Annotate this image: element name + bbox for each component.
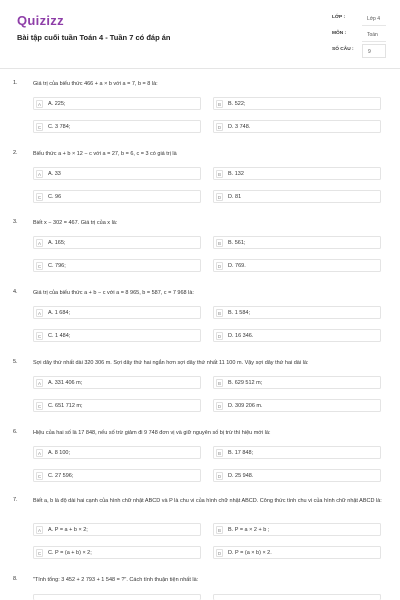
question-number: 4.	[13, 289, 18, 295]
option-c[interactable]	[33, 190, 201, 203]
option-letter-badge: C	[37, 195, 42, 200]
option-text: D. 25 948.	[228, 473, 254, 479]
option-letter-badge: A	[37, 311, 41, 316]
worksheet-header	[0, 0, 400, 66]
meta-value: 9	[362, 44, 386, 58]
question-text: "Tính tổng: 3 452 + 2 793 + 1 548 = ?". Cách tính thuận tiện nhất là:	[33, 577, 199, 583]
option-text: D. 81	[228, 194, 242, 200]
option-d[interactable]	[213, 399, 381, 412]
option-letter-badge: B	[217, 102, 221, 107]
meta-grade	[332, 12, 392, 28]
option-a[interactable]	[33, 446, 201, 459]
option-text: A. 33	[48, 171, 61, 177]
option-d[interactable]	[213, 469, 381, 482]
option-text: A. 165;	[48, 240, 66, 246]
option-text: B. 17 848;	[228, 450, 254, 456]
question-number: 2.	[13, 150, 18, 156]
meta-subject	[332, 28, 392, 44]
question-text: Biết x − 302 = 467. Giá trị của x là:	[33, 220, 118, 226]
option-a[interactable]	[33, 167, 201, 180]
option-d[interactable]	[213, 120, 381, 133]
question-text: Sợi dây thứ nhất dài 320 306 m. Sợi dây thứ hai ngắn hơn sợi dây thứ nhất 11 100 m. Vậy sợi dây thứ hai dài là:	[33, 360, 309, 366]
option-letter-badge: A	[37, 102, 41, 107]
question-number: 6.	[13, 429, 18, 435]
option-letter-badge: B	[217, 311, 221, 316]
option-d[interactable]	[213, 190, 381, 203]
option-text: B. 522;	[228, 101, 246, 107]
option-d[interactable]	[213, 259, 381, 272]
option-letter-badge: D	[217, 551, 222, 556]
option-text: C. 96	[48, 194, 62, 200]
option-b[interactable]	[213, 523, 381, 536]
header-divider	[0, 68, 400, 69]
option-b[interactable]	[213, 167, 381, 180]
meta-label: LỚP :	[332, 15, 346, 20]
option-a[interactable]	[33, 594, 201, 600]
meta-label: MÔN :	[332, 31, 347, 36]
page-title: Bài tập cuối tuần Toán 4 - Tuần 7 có đáp án	[17, 33, 171, 42]
question-number: 5.	[13, 359, 18, 365]
option-c[interactable]	[33, 399, 201, 412]
option-letter-badge: B	[217, 451, 221, 456]
option-text: C. 3 784;	[48, 124, 71, 130]
meta-question-count	[332, 44, 392, 60]
option-a[interactable]	[33, 236, 201, 249]
option-text: C. 1 484;	[48, 333, 71, 339]
question-number: 7.	[13, 497, 18, 503]
option-d[interactable]	[213, 329, 381, 342]
option-letter-badge: C	[37, 474, 42, 479]
option-b[interactable]	[213, 446, 381, 459]
option-letter-badge: C	[37, 125, 42, 130]
option-letter-badge: A	[37, 528, 41, 533]
option-letter-badge: C	[37, 404, 42, 409]
question-number: 8.	[13, 576, 18, 582]
question-text: Biết a, b là độ dài hai cạnh của hình chữ nhật ABCD và P là chu vi của hình chữ nhật ABCD. Công thức tính chu vi của hình chữ nhật ABCD là:	[33, 498, 382, 504]
option-text: A. 8 100;	[48, 450, 71, 456]
option-text: B. 629 512 m;	[228, 380, 263, 386]
meta-label: SỐ CÂU :	[332, 47, 354, 52]
option-text: D. 769.	[228, 263, 246, 269]
option-text: C. 651 712 m;	[48, 403, 83, 409]
question-text: Giá trị của biểu thức 466 + a × b với a = 7, b = 8 là:	[33, 81, 158, 87]
meta-value: Lớp 4	[362, 12, 386, 26]
option-c[interactable]	[33, 120, 201, 133]
option-text: A. 331 406 m;	[48, 380, 83, 386]
option-letter-badge: B	[217, 172, 221, 177]
quizizz-logo: Quizizz	[17, 13, 64, 28]
question-text: Giá trị của biểu thức a + b − c với a = 8 965, b = 587, c = 7 968 là:	[33, 290, 194, 296]
option-d[interactable]	[213, 546, 381, 559]
meta-value: Toán	[362, 28, 386, 42]
option-b[interactable]	[213, 97, 381, 110]
option-letter-badge: D	[217, 334, 222, 339]
option-letter-badge: A	[37, 241, 41, 246]
option-letter-badge: B	[217, 241, 221, 246]
question-text: Biểu thức a + b × 12 − c với a = 27, b = 6, c = 3 có giá trị là	[33, 151, 177, 157]
option-text: A. 225;	[48, 101, 66, 107]
option-c[interactable]	[33, 469, 201, 482]
option-b[interactable]	[213, 236, 381, 249]
option-text: C. P = (a + b) × 2;	[48, 550, 92, 556]
option-c[interactable]	[33, 546, 201, 559]
option-letter-badge: A	[37, 451, 41, 456]
option-letter-badge: A	[37, 172, 41, 177]
option-letter-badge: D	[217, 195, 222, 200]
question-number: 3.	[13, 219, 18, 225]
option-letter-badge: A	[37, 381, 41, 386]
option-text: B. 1 584;	[228, 310, 251, 316]
option-letter-badge: D	[217, 125, 222, 130]
option-b[interactable]	[213, 306, 381, 319]
option-a[interactable]	[33, 97, 201, 110]
option-text: A. P = a + b × 2;	[48, 527, 88, 533]
option-letter-badge: B	[217, 528, 221, 533]
option-text: C. 27 596;	[48, 473, 74, 479]
option-b[interactable]	[213, 594, 381, 600]
option-letter-badge: D	[217, 264, 222, 269]
option-letter-badge: D	[217, 404, 222, 409]
meta-panel	[332, 12, 392, 60]
question-text: Hiệu của hai số là 17 848, nếu số trừ giảm đi 9 748 đơn vị và giữ nguyên số bị trừ thì hiệu mới là:	[33, 430, 271, 436]
option-text: B. P = a × 2 + b ;	[228, 527, 270, 533]
option-a[interactable]	[33, 376, 201, 389]
option-text: D. 3 748.	[228, 124, 251, 130]
option-text: D. 16 346.	[228, 333, 254, 339]
option-letter-badge: C	[37, 264, 42, 269]
option-letter-badge: C	[37, 551, 42, 556]
option-c[interactable]	[33, 329, 201, 342]
option-b[interactable]	[213, 376, 381, 389]
option-text: B. 561;	[228, 240, 246, 246]
option-a[interactable]	[33, 306, 201, 319]
option-c[interactable]	[33, 259, 201, 272]
option-letter-badge: B	[217, 381, 221, 386]
option-a[interactable]	[33, 523, 201, 536]
option-text: A. 1 684;	[48, 310, 71, 316]
option-text: B. 132	[228, 171, 244, 177]
option-text: D. P = (a × b) × 2.	[228, 550, 272, 556]
option-letter-badge: C	[37, 334, 42, 339]
option-text: D. 309 206 m.	[228, 403, 263, 409]
option-text: C. 796;	[48, 263, 66, 269]
question-number: 1.	[13, 80, 18, 86]
option-letter-badge: D	[217, 474, 222, 479]
